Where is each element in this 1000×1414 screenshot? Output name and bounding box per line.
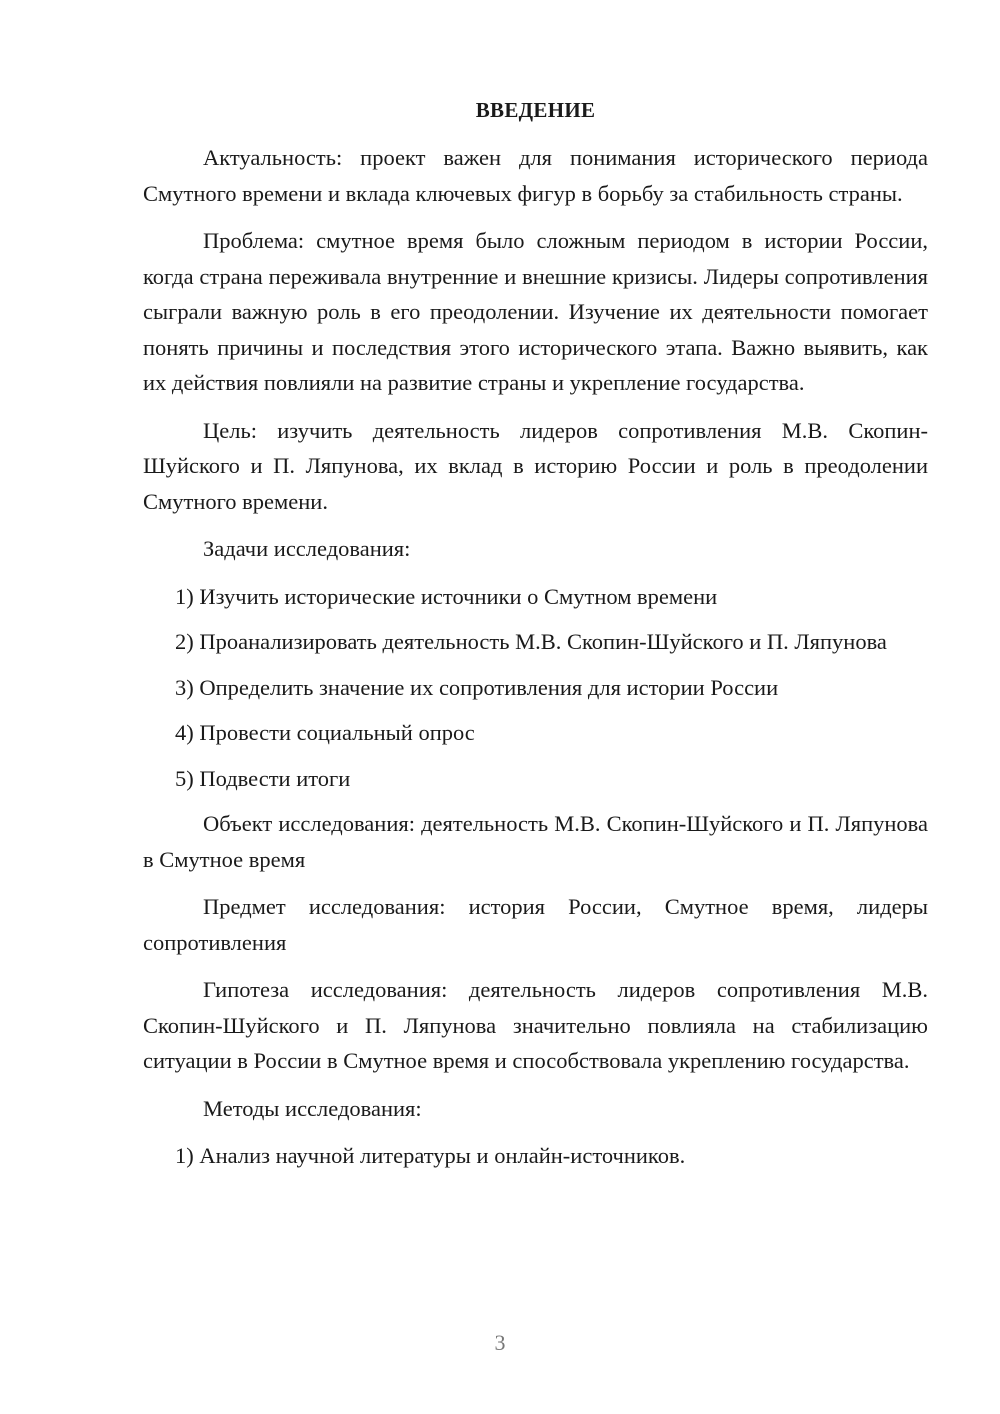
task-item: 3) Определить значение их сопротивления для истории России: [175, 674, 779, 700]
page-content: [143, 93, 928, 1184]
page-title: ВВЕДЕНИЕ: [475, 98, 596, 122]
hypothesis-paragraph: Гипотеза исследования: деятельность лидеров сопротивления М.В. Скопин-Шуйского и П. Ляпунова значительно повлияла на стабилизацию ситуации в России в Смутное время и способствовала укреплению государства.: [143, 977, 928, 1073]
problem-paragraph: Проблема: смутное время было сложным периодом в истории России, когда страна переживала внутренние и внешние кризисы. Лидеры сопротивления сыграли важную роль в его преодолении. Изучение их деятельности помогает понять причины и последствия этого исторического этапа. Важно выявить, как их действия повлияли на развитие страны и укрепление государства.: [143, 228, 928, 395]
tasks-heading: Задачи исследования:: [203, 536, 411, 561]
subject-paragraph: Предмет исследования: история России, Смутное время, лидеры сопротивления: [143, 894, 928, 955]
methods-heading: Методы исследования:: [203, 1095, 422, 1121]
page-number: 3: [494, 1330, 506, 1355]
goal-paragraph: Цель: изучить деятельность лидеров сопротивления М.В. Скопин-Шуйского и П. Ляпунова, их вклад в историю России и роль в преодолении Смутного времени.: [143, 417, 928, 514]
task-item: 4) Провести социальный опрос: [175, 720, 475, 745]
task-item: 2) Проанализировать деятельность М.В. Скопин-Шуйского и П. Ляпунова: [175, 629, 887, 654]
method-item: 1) Анализ научной литературы и онлайн-источников.: [175, 1143, 686, 1168]
relevance-paragraph: Актуальность: проект важен для понимания исторического периода Смутного времени и вклада ключевых фигур в борьбу за стабильность страны.: [143, 145, 928, 206]
task-item: 5) Подвести итоги: [175, 765, 351, 791]
object-paragraph: Объект исследования: деятельность М.В. Скопин-Шуйского и П. Ляпунова в Смутное время: [143, 811, 928, 872]
task-item: 1) Изучить исторические источники о Смутном времени: [175, 583, 718, 609]
